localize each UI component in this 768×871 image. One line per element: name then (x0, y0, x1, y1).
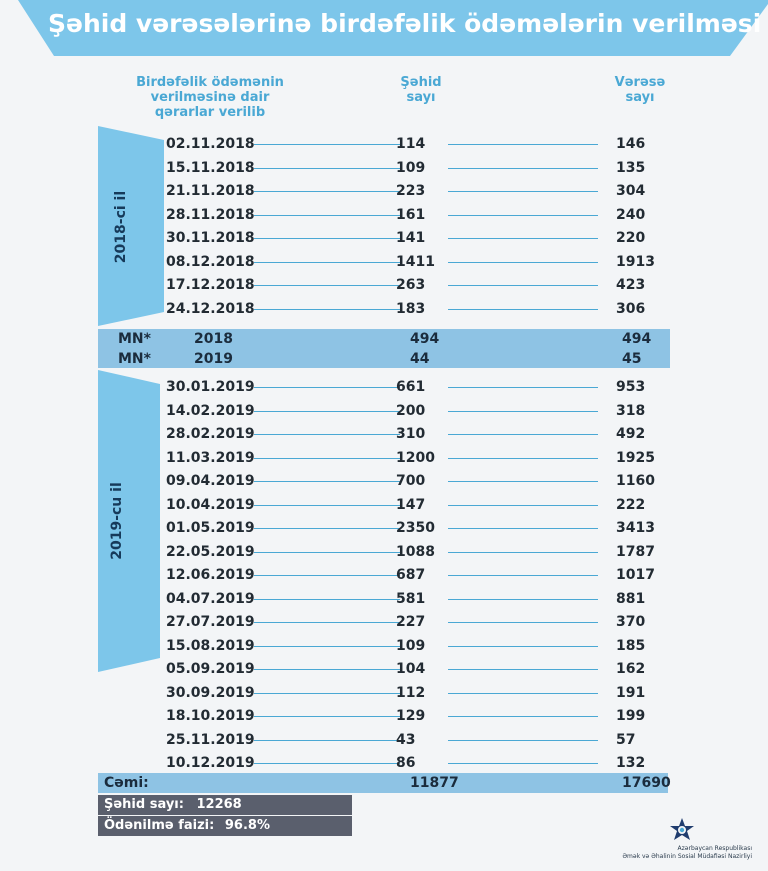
row-leader-line (254, 669, 400, 670)
row-date: 09.04.2019 (166, 473, 255, 489)
table-row (0, 706, 768, 726)
row-shahid: 581 (396, 590, 426, 607)
row-leader-line (448, 716, 598, 717)
row-leader-line (254, 168, 400, 169)
row-date: 04.07.2019 (166, 590, 255, 607)
total-shahid: 11877 (410, 775, 459, 791)
row-shahid: 223 (396, 183, 426, 199)
row-shahid: 109 (396, 159, 426, 176)
row-varasa: 199 (616, 708, 646, 724)
header-decision-date: Birdəfəlik ödəmənin verilməsinə dair qərarlar verilib (136, 75, 284, 120)
row-shahid: 114 (396, 136, 426, 152)
row-leader-line (254, 262, 400, 263)
row-varasa: 423 (616, 277, 646, 293)
row-shahid: 1200 (396, 449, 435, 466)
row-leader-line (254, 552, 400, 553)
row-leader-line (448, 646, 598, 647)
mn-shahid: 494 (410, 331, 440, 347)
row-varasa: 3413 (616, 520, 655, 536)
table-row (0, 134, 768, 154)
table-row (0, 158, 768, 178)
panel-2018 (98, 126, 164, 326)
row-leader-line (254, 693, 400, 694)
total-label: Cəmi: (104, 775, 149, 791)
row-shahid: 147 (396, 496, 426, 513)
row-shahid: 43 (396, 731, 416, 748)
row-varasa: 1787 (616, 543, 655, 560)
row-shahid: 227 (396, 614, 426, 630)
row-leader-line (254, 646, 400, 647)
row-leader-line (254, 309, 400, 310)
row-varasa: 953 (616, 379, 646, 395)
footer-line-1: Azərbaycan Respublikası (677, 845, 752, 852)
row-shahid: 1088 (396, 543, 435, 560)
row-leader-line (448, 191, 598, 192)
table-row (0, 612, 768, 632)
row-leader-line (448, 238, 598, 239)
row-date: 01.05.2019 (166, 520, 255, 536)
row-leader-line (448, 262, 598, 263)
row-date: 05.09.2019 (166, 661, 255, 677)
shahid-count-label: Şəhid sayı: (104, 797, 184, 812)
mn-shahid: 44 (410, 351, 430, 367)
row-varasa: 135 (616, 159, 646, 176)
row-leader-line (448, 168, 598, 169)
table-row (0, 448, 768, 468)
row-leader-line (448, 458, 598, 459)
row-shahid: 263 (396, 277, 426, 293)
payment-rate-box (98, 816, 352, 836)
table-row (0, 228, 768, 248)
row-leader-line (254, 434, 400, 435)
row-shahid: 183 (396, 300, 426, 317)
row-shahid: 104 (396, 661, 426, 677)
mn-year: 2019 (194, 351, 233, 367)
row-date: 10.04.2019 (166, 496, 255, 513)
table-row (0, 377, 768, 397)
page-title: Şəhid vərəsələrinə birdəfəlik ödəmələrin verilməsi (48, 9, 762, 38)
table-row (0, 659, 768, 679)
row-shahid: 687 (396, 567, 426, 583)
row-date: 28.02.2019 (166, 426, 255, 442)
row-leader-line (254, 740, 400, 741)
row-varasa: 57 (616, 731, 636, 748)
row-varasa: 318 (616, 402, 646, 419)
row-leader-line (448, 669, 598, 670)
mn-year: 2018 (194, 331, 233, 347)
table-row (0, 401, 768, 421)
row-varasa: 304 (616, 183, 646, 199)
row-varasa: 240 (616, 206, 646, 223)
mn-varasa: 494 (622, 331, 652, 347)
row-shahid: 200 (396, 402, 426, 419)
row-leader-line (254, 285, 400, 286)
row-leader-line (448, 411, 598, 412)
footer-line-2: Əmək və Əhalinin Sosial Müdafiəsi Nazirliyi (622, 853, 752, 860)
row-shahid: 129 (396, 708, 426, 724)
mn-varasa: 45 (622, 351, 642, 367)
row-leader-line (448, 693, 598, 694)
row-date: 30.11.2018 (166, 230, 255, 246)
row-date: 30.01.2019 (166, 379, 255, 395)
row-date: 12.06.2019 (166, 567, 255, 583)
table-row (0, 181, 768, 201)
row-date: 17.12.2018 (166, 277, 255, 293)
row-shahid: 661 (396, 379, 426, 395)
table-row (0, 730, 768, 750)
row-date: 15.11.2018 (166, 159, 255, 176)
row-varasa: 1017 (616, 567, 655, 583)
payment-rate-value: 96.8% (224, 818, 270, 833)
row-varasa: 370 (616, 614, 646, 630)
section-label-2019: 2019-cu il (109, 482, 125, 560)
table-row (0, 589, 768, 609)
row-date: 30.09.2019 (166, 684, 255, 701)
row-shahid: 109 (396, 637, 426, 654)
mn-label: MN* (118, 351, 151, 367)
row-leader-line (254, 411, 400, 412)
row-varasa: 881 (616, 590, 646, 607)
table-row (0, 542, 768, 562)
row-leader-line (254, 622, 400, 623)
table-row (0, 636, 768, 656)
row-leader-line (254, 599, 400, 600)
row-leader-line (448, 552, 598, 553)
row-date: 02.11.2018 (166, 136, 255, 152)
row-leader-line (448, 285, 598, 286)
row-leader-line (254, 144, 400, 145)
shahid-count-box (98, 795, 352, 815)
total-bar (98, 773, 668, 793)
table-row (0, 252, 768, 272)
table-row (0, 495, 768, 515)
row-varasa: 220 (616, 230, 646, 246)
row-shahid: 310 (396, 426, 426, 442)
row-date: 27.07.2019 (166, 614, 255, 630)
row-varasa: 162 (616, 661, 646, 677)
row-date: 15.08.2019 (166, 637, 255, 654)
row-leader-line (254, 387, 400, 388)
table-row (0, 275, 768, 295)
row-date: 14.02.2019 (166, 402, 255, 419)
row-leader-line (448, 505, 598, 506)
table-row (0, 471, 768, 491)
row-shahid: 112 (396, 684, 426, 701)
row-date: 21.11.2018 (166, 183, 255, 199)
row-date: 18.10.2019 (166, 708, 255, 724)
row-varasa: 185 (616, 637, 646, 654)
mn-row (0, 349, 768, 369)
row-varasa: 222 (616, 496, 646, 513)
row-leader-line (254, 575, 400, 576)
row-varasa: 1160 (616, 473, 655, 489)
row-leader-line (448, 622, 598, 623)
row-leader-line (448, 599, 598, 600)
section-label-2018: 2018-ci il (113, 190, 129, 264)
row-varasa: 492 (616, 426, 646, 442)
row-date: 11.03.2019 (166, 449, 255, 466)
table-row (0, 424, 768, 444)
row-leader-line (254, 505, 400, 506)
row-leader-line (254, 191, 400, 192)
row-varasa: 191 (616, 684, 646, 701)
row-shahid: 700 (396, 473, 426, 489)
row-leader-line (254, 458, 400, 459)
row-leader-line (448, 481, 598, 482)
row-shahid: 1411 (396, 253, 435, 270)
row-date: 25.11.2019 (166, 731, 255, 748)
table-row (0, 205, 768, 225)
row-date: 24.12.2018 (166, 300, 255, 317)
row-leader-line (254, 215, 400, 216)
total-varasa: 17690 (622, 775, 671, 791)
row-date: 22.05.2019 (166, 543, 255, 560)
row-shahid: 2350 (396, 520, 435, 536)
row-leader-line (254, 528, 400, 529)
row-shahid: 141 (396, 230, 426, 246)
row-leader-line (448, 215, 598, 216)
row-varasa: 306 (616, 300, 646, 317)
mn-label: MN* (118, 331, 151, 347)
shahid-count-value: 12268 (196, 797, 242, 812)
row-leader-line (448, 740, 598, 741)
row-leader-line (254, 716, 400, 717)
row-shahid: 161 (396, 206, 426, 223)
ministry-logo-icon (668, 817, 696, 845)
mn-row (0, 329, 768, 349)
row-varasa: 1913 (616, 253, 655, 270)
row-shahid: 86 (396, 755, 416, 771)
row-date: 08.12.2018 (166, 253, 255, 270)
header-shahid-count: Şəhid sayı (400, 75, 442, 105)
table-row (0, 299, 768, 319)
row-varasa: 146 (616, 136, 646, 152)
row-date: 28.11.2018 (166, 206, 255, 223)
row-leader-line (254, 763, 400, 764)
table-row (0, 518, 768, 538)
table-row (0, 565, 768, 585)
row-varasa: 1925 (616, 449, 655, 466)
header-varasa-count: Vərəsə sayı (614, 75, 666, 105)
table-row (0, 683, 768, 703)
row-leader-line (448, 144, 598, 145)
row-leader-line (448, 309, 598, 310)
row-leader-line (448, 763, 598, 764)
row-leader-line (448, 575, 598, 576)
row-leader-line (254, 238, 400, 239)
row-leader-line (254, 481, 400, 482)
row-leader-line (448, 387, 598, 388)
payment-rate-label: Ödənilmə faizi: (104, 818, 215, 833)
row-varasa: 132 (616, 755, 646, 771)
row-leader-line (448, 434, 598, 435)
table-row (0, 753, 768, 773)
row-leader-line (448, 528, 598, 529)
row-date: 10.12.2019 (166, 755, 255, 771)
